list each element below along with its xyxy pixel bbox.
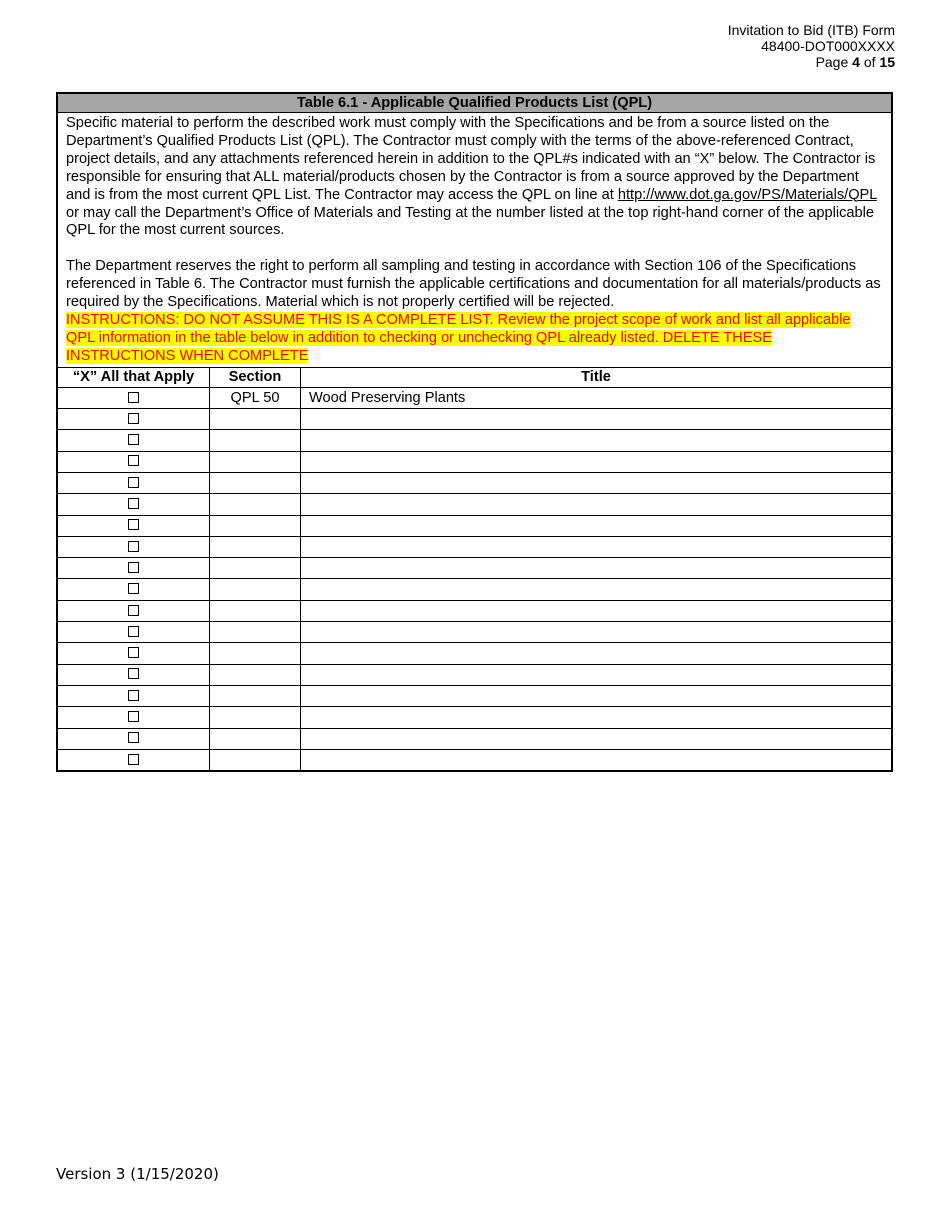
section-cell [210, 600, 301, 621]
title-cell [301, 494, 893, 515]
apply-checkbox[interactable] [128, 605, 139, 616]
apply-checkbox[interactable] [128, 541, 139, 552]
apply-checkbox[interactable] [128, 562, 139, 573]
page-total: 15 [879, 54, 895, 70]
form-number: 48400-DOT000XXXX [761, 38, 895, 54]
title-cell [301, 685, 893, 706]
page-number [728, 54, 895, 70]
title-cell [301, 749, 893, 771]
section-cell [210, 409, 301, 430]
apply-checkbox[interactable] [128, 498, 139, 509]
section-cell [210, 622, 301, 643]
section-cell [210, 451, 301, 472]
section-cell [210, 707, 301, 728]
section-cell [210, 472, 301, 493]
table-row [57, 430, 892, 451]
apply-cell [57, 622, 210, 643]
table-row [57, 728, 892, 749]
table-row [57, 579, 892, 600]
apply-checkbox[interactable] [128, 626, 139, 637]
section-cell [210, 536, 301, 557]
section-cell [210, 579, 301, 600]
description-paragraph-1 [66, 115, 883, 240]
table-description [57, 113, 892, 368]
apply-checkbox[interactable] [128, 690, 139, 701]
apply-cell [57, 430, 210, 451]
section-cell: QPL 50 [210, 387, 301, 408]
apply-checkbox[interactable] [128, 711, 139, 722]
page-current: 4 [852, 54, 860, 70]
title-cell [301, 600, 893, 621]
table-row [57, 515, 892, 536]
title-cell: Wood Preserving Plants [301, 387, 893, 408]
table-row [57, 387, 892, 408]
title-cell [301, 728, 893, 749]
table-row [57, 472, 892, 493]
qpl-link[interactable]: http://www.dot.ga.gov/PS/Materials/QPL [617, 186, 877, 203]
apply-cell [57, 451, 210, 472]
apply-cell [57, 685, 210, 706]
section-cell [210, 749, 301, 771]
section-cell [210, 664, 301, 685]
title-cell [301, 622, 893, 643]
page-header [728, 22, 895, 70]
apply-cell [57, 728, 210, 749]
version-footer: Version 3 (1/15/2020) [56, 1165, 219, 1183]
apply-cell [57, 707, 210, 728]
section-cell [210, 685, 301, 706]
apply-checkbox[interactable] [128, 647, 139, 658]
apply-cell [57, 409, 210, 430]
apply-checkbox[interactable] [128, 754, 139, 765]
apply-cell [57, 515, 210, 536]
apply-cell [57, 643, 210, 664]
apply-cell [57, 536, 210, 557]
table-row [57, 664, 892, 685]
column-header-title: Title [301, 367, 893, 387]
table-row [57, 600, 892, 621]
title-cell [301, 579, 893, 600]
apply-checkbox[interactable] [128, 477, 139, 488]
column-header-apply: “X” All that Apply [57, 367, 210, 387]
title-cell [301, 472, 893, 493]
title-cell [301, 707, 893, 728]
apply-cell [57, 600, 210, 621]
apply-cell [57, 558, 210, 579]
instructions-text: INSTRUCTIONS: DO NOT ASSUME THIS IS A COMPLETE LIST. Review the project scope of work and list all applicable QPL information in the table below in addition to checking or unchecking QPL already listed. DELETE THESE INSTRUCTIONS WHEN COMPLETE [66, 312, 851, 364]
para1-text-end: or may call the Department’s Office of Materials and Testing at the number listed at the top right-hand corner of the applicable QPL for the most current sources. [66, 204, 874, 239]
title-cell [301, 664, 893, 685]
qpl-table [56, 92, 893, 772]
table-title: Table 6.1 - Applicable Qualified Products List (QPL) [57, 93, 892, 113]
table-row [57, 707, 892, 728]
title-cell [301, 409, 893, 430]
section-cell [210, 515, 301, 536]
table-row [57, 622, 892, 643]
section-cell [210, 728, 301, 749]
page-sep: of [859, 54, 880, 70]
apply-checkbox[interactable] [128, 392, 139, 403]
apply-checkbox[interactable] [128, 583, 139, 594]
section-cell [210, 430, 301, 451]
apply-cell [57, 749, 210, 771]
table-row [57, 643, 892, 664]
title-cell [301, 536, 893, 557]
page-prefix: Page [815, 54, 853, 70]
title-cell [301, 451, 893, 472]
instructions-note [66, 312, 883, 366]
table-body [57, 387, 892, 771]
description-paragraph-2: The Department reserves the right to perform all sampling and testing in accordance with Section 106 of the Specifications referenced in Table 6. The Contractor must furnish the applicable certifications and documentation for all materials/products as required by the Specifications. Material which is not properly certified will be rejected. [66, 258, 881, 311]
apply-cell [57, 387, 210, 408]
apply-checkbox[interactable] [128, 413, 139, 424]
apply-checkbox[interactable] [128, 455, 139, 466]
title-cell [301, 430, 893, 451]
table-row [57, 494, 892, 515]
table-row [57, 558, 892, 579]
title-cell [301, 643, 893, 664]
apply-checkbox[interactable] [128, 434, 139, 445]
section-cell [210, 558, 301, 579]
apply-checkbox[interactable] [128, 519, 139, 530]
title-cell [301, 515, 893, 536]
apply-checkbox[interactable] [128, 732, 139, 743]
table-row [57, 536, 892, 557]
apply-cell [57, 664, 210, 685]
column-header-section: Section [210, 367, 301, 387]
title-cell [301, 558, 893, 579]
section-cell [210, 494, 301, 515]
table-row [57, 451, 892, 472]
apply-cell [57, 494, 210, 515]
table-row [57, 409, 892, 430]
table-row [57, 685, 892, 706]
apply-checkbox[interactable] [128, 668, 139, 679]
section-cell [210, 643, 301, 664]
form-title: Invitation to Bid (ITB) Form [727, 22, 895, 38]
table-row [57, 749, 892, 771]
para1-text: Specific material to perform the described work must comply with the Specifications and be from a source listed on the Department’s Qualified Products List (QPL). The Contractor must comply with the terms of the above-referenced Contract, project details, and any attachments referenced herein in addition to the QPL#s indicated with an “X” below. The Contractor is responsible for ensuring that ALL material/products chosen by the Contractor is from a source approved by the Department and is from the most current QPL List. The Contractor may access the QPL on line at [66, 115, 876, 203]
apply-cell [57, 579, 210, 600]
apply-cell [57, 472, 210, 493]
